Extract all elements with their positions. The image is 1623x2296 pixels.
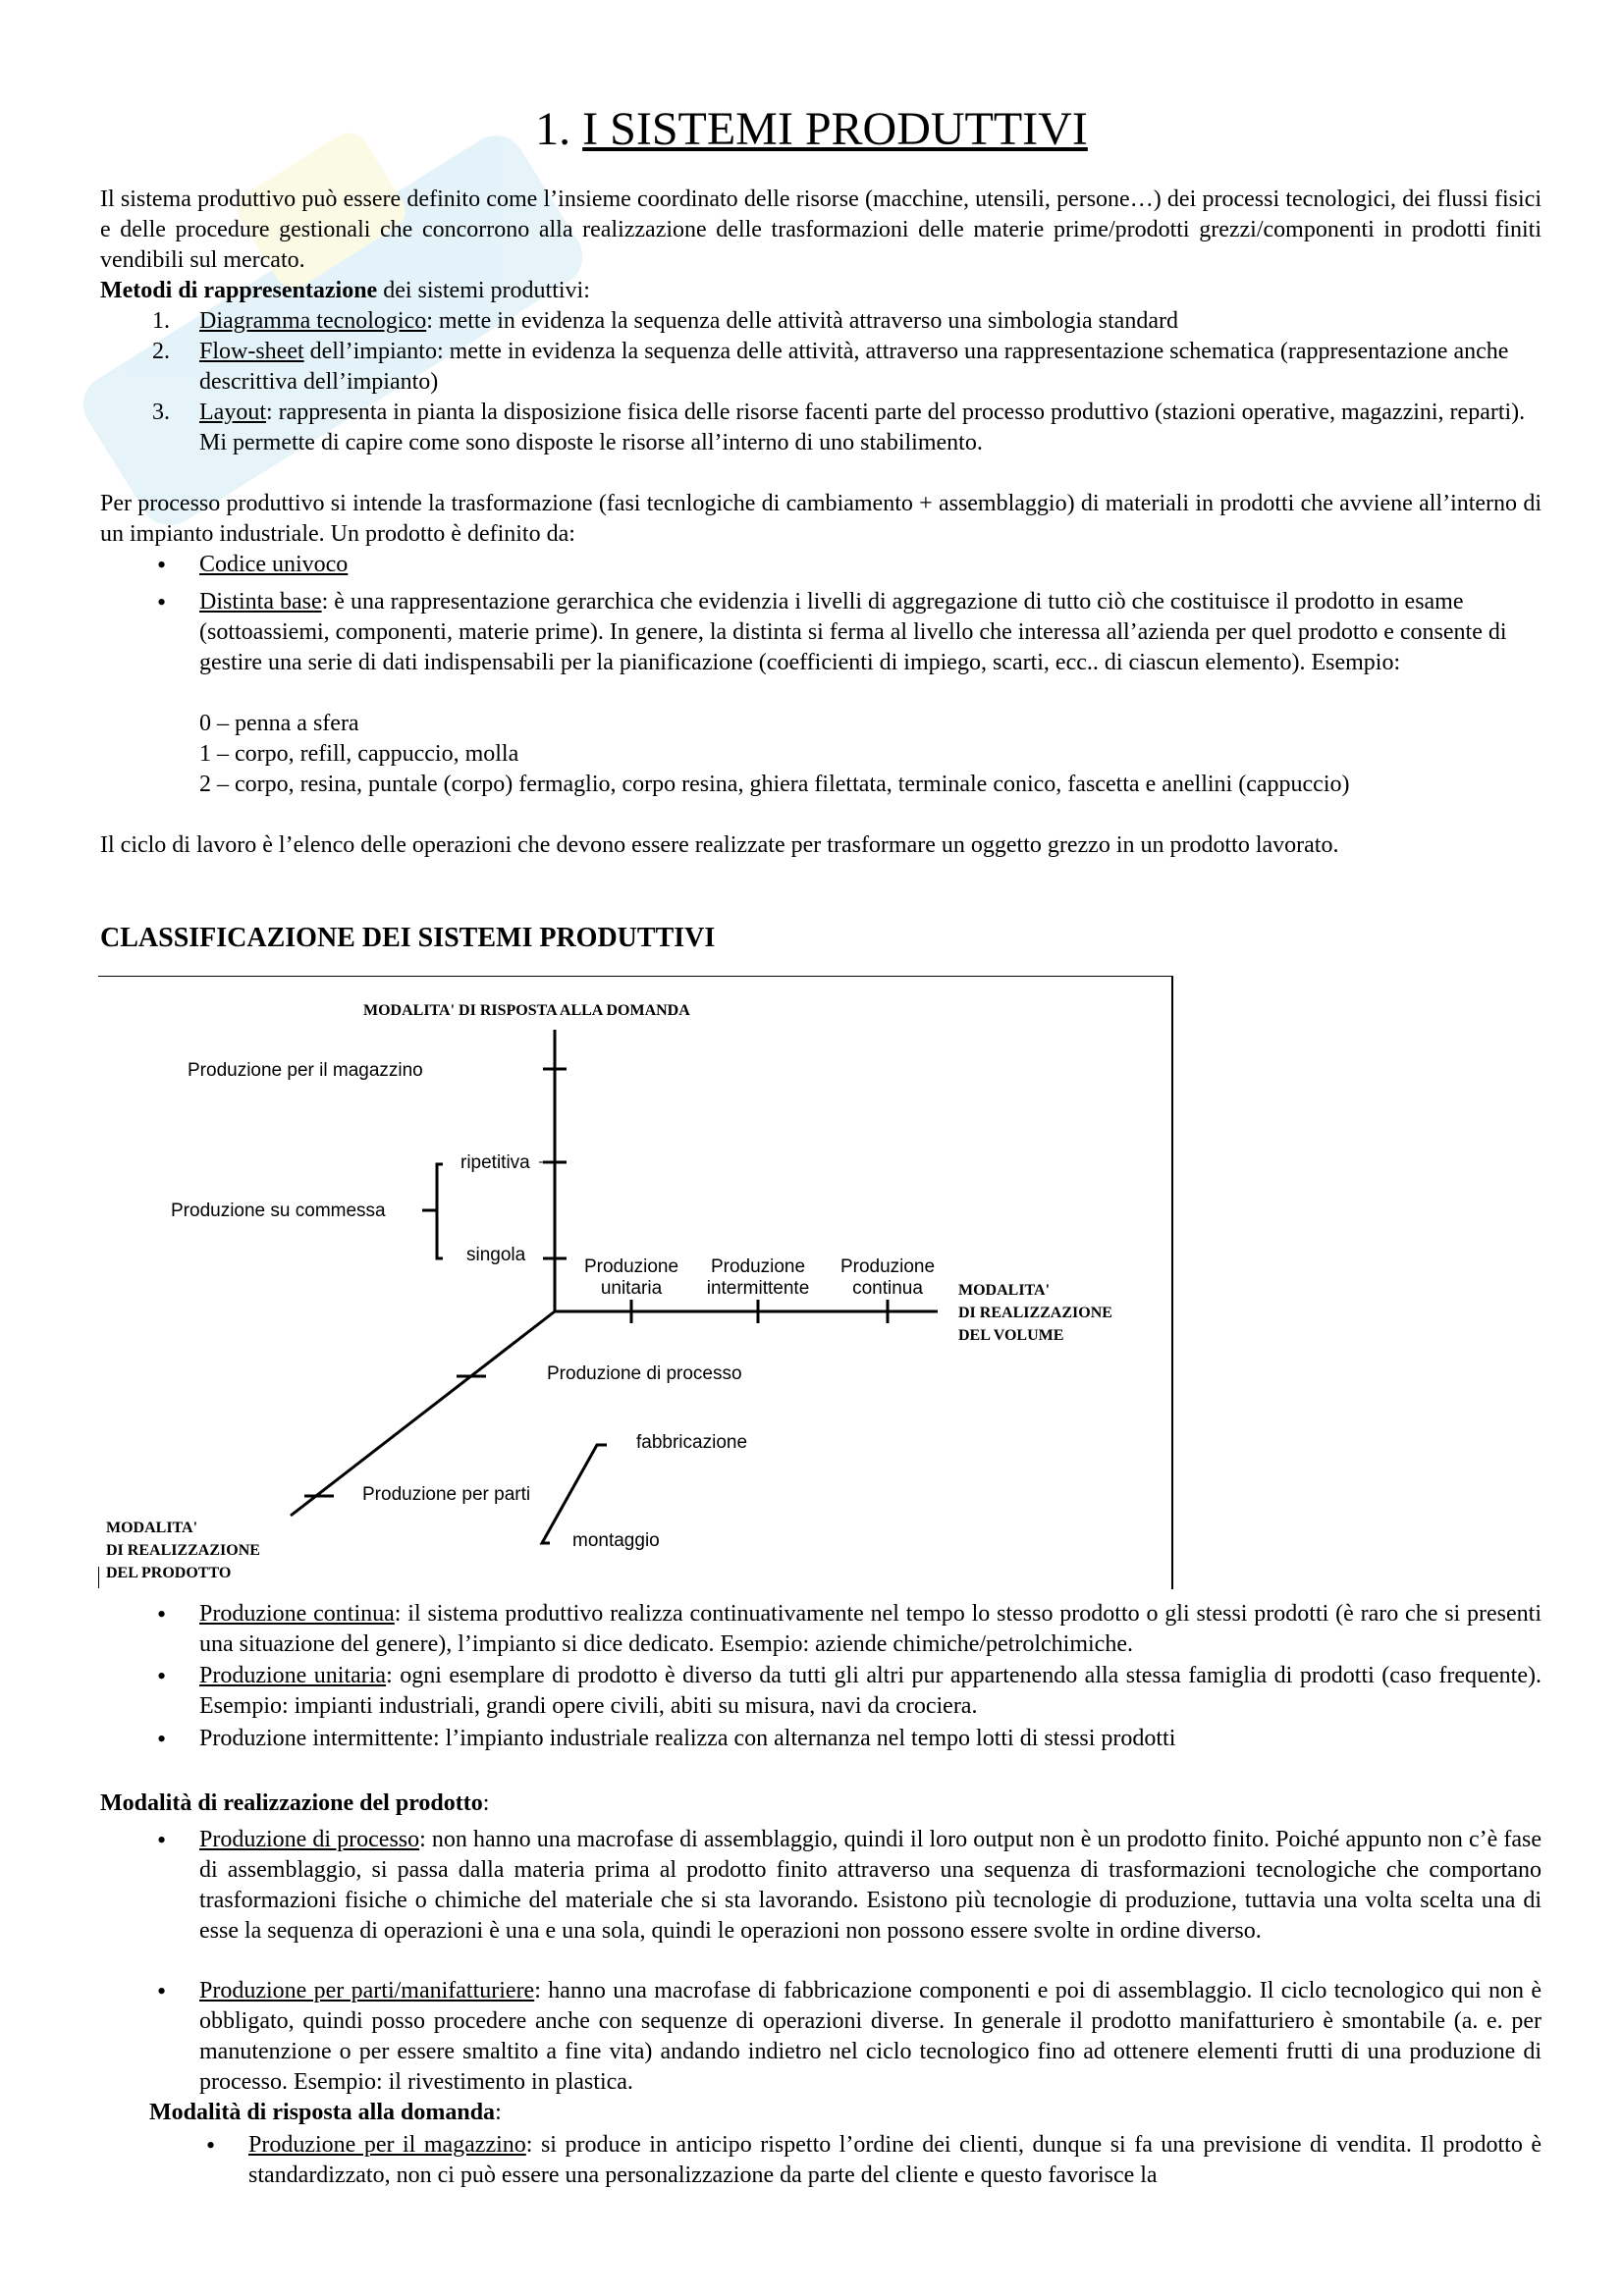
processo-paragraph: Per processo produttivo si intende la trasformazione (fasi tecnlogiche di cambiamento + assemblaggio) di materiali in prodotti che avviene all’interno di un impianto industriale. Un prodotto è definito da: <box>100 491 1542 547</box>
modalita-domanda-heading: Modalità di risposta alla domanda: <box>149 2100 502 2125</box>
label-unitaria-1: Produzione <box>583 1256 679 1277</box>
label-continua-1: Produzione <box>839 1256 936 1277</box>
metodi-heading: Metodi di rappresentazione dei sistemi produttivi: <box>100 278 590 303</box>
label-unitaria-2: unitaria <box>600 1278 663 1299</box>
label-singola: singola <box>466 1245 526 1265</box>
list-number: 3. <box>152 400 170 425</box>
modalita-prodotto-heading: Modalità di realizzazione del prodotto: <box>100 1790 490 1816</box>
list-item: Produzione di processo: non hanno una macrofase di assemblaggio, quindi il loro output non è un prodotto finito. Poiché appunto non c’è fase di assemblaggio, si passa dalla materia prima al prodotto finito attraverso una sequenza di trasformazioni tecnologiche che comportano trasformazioni fisiche o chimiche del materiale che si sta lavorando. Esistono più tecnologie di produzione, tuttavia una volta scelta una di esse la sequenza di operazioni è una e una sola, quindi le operazioni non possono essere svolte in ordine diverso. <box>199 1827 1542 1944</box>
bullet-icon: • <box>157 1600 167 1629</box>
bullet-icon: • <box>157 1977 167 2005</box>
bullet-icon: • <box>206 2131 216 2160</box>
list-item: Diagramma tecnologico: mette in evidenza la sequenza delle attività attraverso una simbologia standard <box>199 308 1178 334</box>
list-item: Flow-sheet dell’impianto: mette in evidenza la sequenza delle attività, attraverso una rappresentazione schematica (rappresentazione anche descrittiva dell’impianto) <box>199 339 1509 395</box>
list-item: Produzione intermittente: l’impianto industriale realizza con alternanza nel tempo lotti di stessi prodotti <box>199 1726 1176 1751</box>
ciclo-paragraph: Il ciclo di lavoro è l’elenco delle operazioni che devono essere realizzate per trasformare un oggetto grezzo in un prodotto lavorato. <box>100 832 1339 858</box>
list-item: Produzione unitaria: ogni esemplare di prodotto è diverso da tutti gli altri pur appartenendo alla stessa famiglia di prodotti (caso frequente). Esempio: impianti industriali, grandi opere civili, abiti su misura, navi da crociera. <box>199 1663 1542 1719</box>
list-item: Layout: rappresenta in pianta la disposizione fisica delle risorse facenti parte del processo produttivo (stazioni operative, magazzini, reparti). Mi permette di capire come sono disposte le risorse all’interno di uno stabilimento. <box>199 400 1526 455</box>
classification-diagram <box>98 976 1173 1589</box>
label-commessa: Produzione su commessa <box>171 1201 386 1221</box>
bullet-icon: • <box>157 551 167 579</box>
list-number: 1. <box>152 308 170 334</box>
list-item: Produzione per il magazzino: si produce in anticipo rispetto l’ordine dei clienti, dunque si fa una previsione di vendita. Il prodotto è standardizzato, non ci può essere una personalizzazione da parte del cliente e questo favorisce la <box>248 2132 1542 2188</box>
commessa-bracket <box>437 1164 443 1258</box>
label-per-parti: Produzione per parti <box>362 1484 531 1505</box>
axis-volume-label-1: MODALITA' <box>958 1282 1051 1299</box>
bullet-icon: • <box>157 1725 167 1753</box>
esempio-line: 2 – corpo, resina, puntale (corpo) fermaglio, corpo resina, ghiera filettata, terminale conico, fascetta e anellini (cappuccio) <box>199 772 1350 797</box>
section-heading: CLASSIFICAZIONE DEI SISTEMI PRODUTTIVI <box>100 923 716 953</box>
axis-demand-label: MODALITA' DI RISPOSTA ALLA DOMANDA <box>363 1002 690 1019</box>
parti-bracket <box>542 1445 607 1543</box>
list-item: Codice univoco <box>199 552 349 577</box>
bullet-icon: • <box>157 1826 167 1854</box>
label-continua-2: continua <box>852 1278 923 1299</box>
axis-volume-label-2: DI REALIZZAZIONE <box>958 1305 1112 1321</box>
list-item: Produzione per parti/manifatturiere: hanno una macrofase di fabbricazione componenti e poi di assemblaggio. Il ciclo tecnologico qui non è obbligato, quindi posso procedere anche con sequenze di operazioni diverse. In generale il prodotto manifatturiero è smontabile (a. e. per manutenzione o per essere smaltito a fine vita) andando indietro nel ciclo tecnologico fino ad ottenere elementi frutti di una produzione di processo. Esempio: il rivestimento in plastica. <box>199 1978 1542 2095</box>
label-ripetitiva: ripetitiva <box>460 1152 530 1173</box>
label-intermittente-1: Produzione <box>710 1256 806 1277</box>
axis-product-label-3: DEL PRODOTTO <box>106 1565 232 1581</box>
list-item: Distinta base: è una rappresentazione gerarchica che evidenzia i livelli di aggregazione di tutto ciò che costituisce il prodotto in esame (sottoassiemi, componenti, materie prime). In genere, la distinta si ferma al livello che interessa all’azienda per quel prodotto e consente di gestire una serie di dati indispensabili per la pianificazione (coefficienti di impiego, scarti, ecc.. di ciascun elemento). Esempio: <box>199 589 1507 675</box>
label-fabbricazione: fabbricazione <box>636 1432 748 1453</box>
esempio-line: 1 – corpo, refill, cappuccio, molla <box>199 741 519 767</box>
label-montaggio: montaggio <box>572 1530 660 1551</box>
label-magazzino: Produzione per il magazzino <box>188 1060 423 1081</box>
label-intermittente-2: intermittente <box>706 1278 810 1299</box>
axis-volume-label-3: DEL VOLUME <box>958 1327 1064 1344</box>
label-di-processo: Produzione di processo <box>547 1363 742 1384</box>
axis-product-label-2: DI REALIZZAZIONE <box>106 1542 260 1559</box>
axis-product-label-1: MODALITA' <box>106 1520 198 1536</box>
list-number: 2. <box>152 339 170 364</box>
bullet-icon: • <box>157 1662 167 1690</box>
list-item: Produzione continua: il sistema produttivo realizza continuativamente nel tempo lo stesso prodotto o gli stessi prodotti (è raro che si presenti una situazione del genere), l’impianto si dice dedicato. Esempio: aziende chimiche/petrolchimiche. <box>199 1601 1542 1657</box>
bullet-icon: • <box>157 588 167 616</box>
esempio-line: 0 – penna a sfera <box>199 711 359 736</box>
page-title: 1. I SISTEMI PRODUTTIVI <box>535 103 1088 155</box>
intro-paragraph: Il sistema produttivo può essere definito come l’insieme coordinato delle risorse (macchine, utensili, persone…) dei processi tecnologici, dei flussi fisici e delle procedure gestionali che concorrono alla realizzazione delle trasformazioni delle materie prime/prodotti grezzi/componenti in prodotti finiti vendibili sul mercato. <box>100 187 1542 273</box>
